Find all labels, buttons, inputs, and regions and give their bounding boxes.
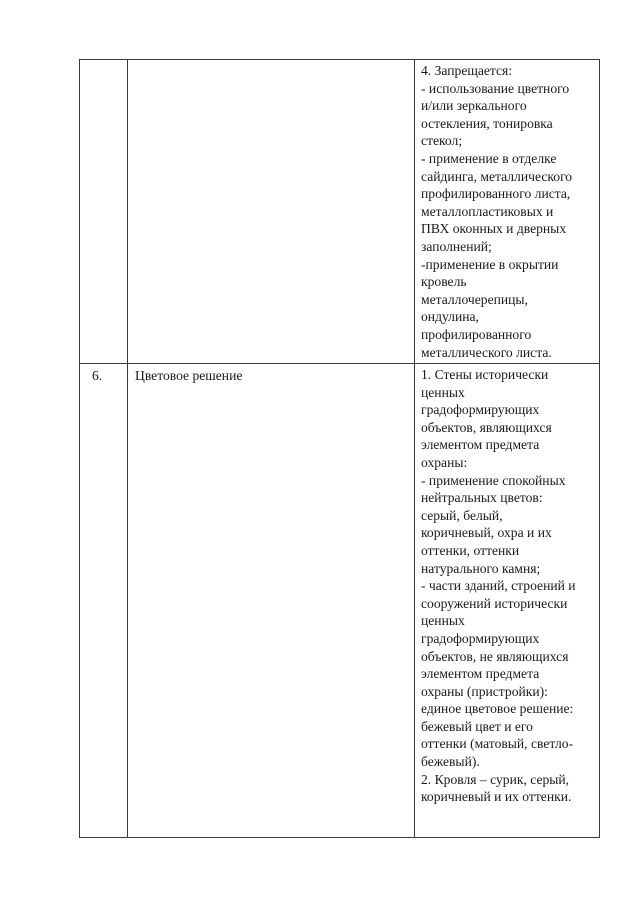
row-name: Цветовое решение bbox=[135, 368, 243, 383]
description-line: 2. Кровля – сурик, серый, bbox=[421, 771, 570, 787]
description-line: объектов, являющихся bbox=[421, 419, 552, 435]
description-line: натурального камня; bbox=[421, 560, 541, 576]
description-line: ценных bbox=[421, 613, 465, 629]
description-line: единое цветовое решение: bbox=[421, 701, 574, 717]
description-line: охраны (пристройки): bbox=[421, 683, 548, 699]
row-description bbox=[415, 364, 599, 806]
description-line: - части зданий, строений и bbox=[421, 578, 576, 594]
description-line: охраны: bbox=[421, 454, 468, 470]
row-description bbox=[415, 60, 599, 361]
row-name-cell bbox=[128, 60, 415, 364]
description-line: ондулина, bbox=[421, 309, 479, 325]
description-line: элементом предмета bbox=[421, 666, 540, 682]
description-line: оттенки (матовый, светло- bbox=[421, 736, 574, 752]
row-name-cell bbox=[128, 364, 415, 838]
description-line: оттенки, оттенки bbox=[421, 542, 520, 558]
description-line: сооружений исторически bbox=[421, 595, 568, 611]
description-line: металлопластиковых и bbox=[421, 203, 554, 219]
row-description-cell bbox=[415, 60, 600, 364]
description-line: ценных bbox=[421, 384, 465, 400]
description-line: металлочерепицы, bbox=[421, 291, 528, 307]
row-number: 6. bbox=[92, 368, 103, 383]
table-row bbox=[80, 60, 600, 364]
description-line: бежевый цвет и его bbox=[421, 718, 533, 734]
description-line: и/или зеркального bbox=[421, 98, 527, 114]
description-line: коричневый, охра и их bbox=[421, 525, 552, 541]
row-number-cell bbox=[80, 364, 128, 838]
description-line: бежевый). bbox=[421, 754, 480, 770]
row-description-cell bbox=[415, 364, 600, 838]
description-line: - использование цветного bbox=[421, 80, 570, 96]
description-line: остекления, тонировка bbox=[421, 115, 553, 131]
description-line: профилированного bbox=[421, 326, 532, 342]
description-line: заполнений; bbox=[421, 238, 492, 254]
description-line: градоформирующих bbox=[421, 402, 540, 418]
description-line: нейтральных цветов: bbox=[421, 490, 543, 506]
description-line: кровель bbox=[421, 274, 467, 290]
description-line: коричневый и их оттенки. bbox=[421, 789, 572, 805]
regulations-table bbox=[79, 59, 600, 838]
table-row bbox=[80, 364, 600, 838]
row-number-cell bbox=[80, 60, 128, 364]
description-line: -применение в окрытии bbox=[421, 256, 559, 272]
description-line: серый, белый, bbox=[421, 507, 503, 523]
row-name bbox=[128, 60, 414, 63]
description-line: сайдинга, металлического bbox=[421, 168, 573, 184]
description-line: ПВХ оконных и дверных bbox=[421, 221, 567, 237]
description-line: - применение в отделке bbox=[421, 150, 557, 166]
description-line: элементом предмета bbox=[421, 437, 540, 453]
description-line: стекол; bbox=[421, 133, 463, 149]
description-line: металлического листа. bbox=[421, 344, 552, 360]
row-number bbox=[80, 60, 127, 63]
description-line: 1. Стены исторически bbox=[421, 367, 549, 382]
description-line: 4. Запрещается: bbox=[421, 63, 513, 78]
description-line: профилированного листа, bbox=[421, 186, 571, 202]
description-line: объектов, не являющихся bbox=[421, 648, 569, 664]
description-line: градоформирующих bbox=[421, 630, 540, 646]
description-line: - применение спокойных bbox=[421, 472, 566, 488]
